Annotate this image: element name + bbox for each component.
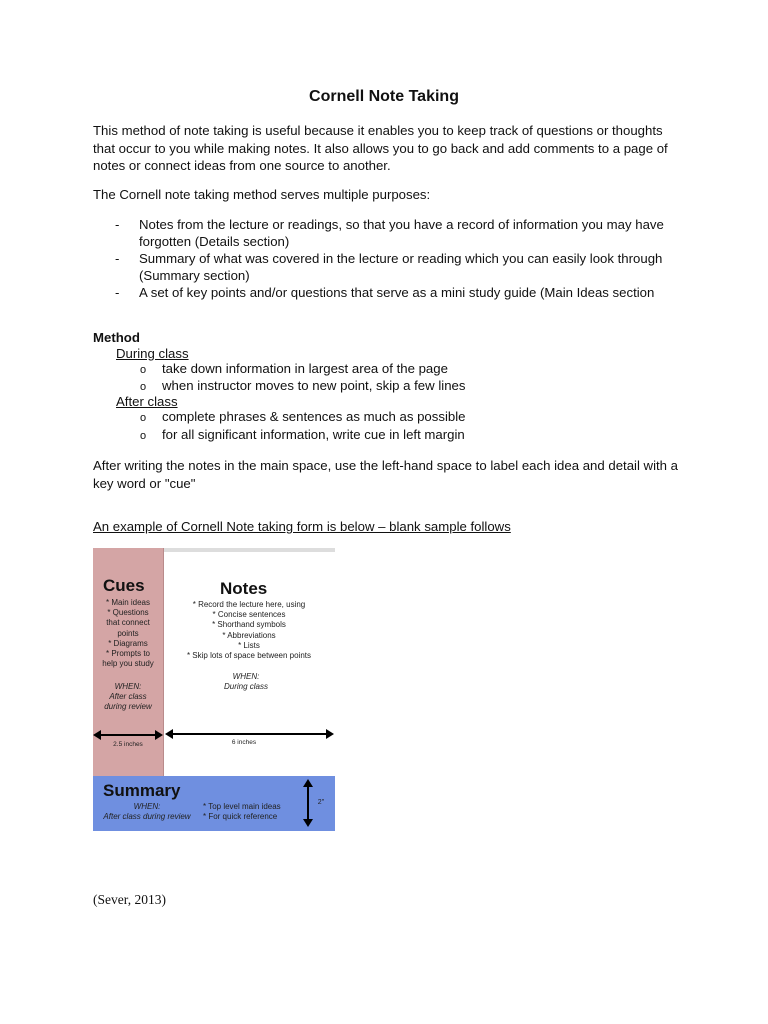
dash-bullet: - <box>115 251 120 266</box>
summary-when: WHEN: After class during review <box>103 802 191 822</box>
list-item: - A set of key points and/or questions that serve as a mini study guide (Main Ideas section <box>115 285 655 300</box>
circle-bullet: o <box>140 412 147 424</box>
dash-bullet: - <box>115 285 120 300</box>
intro-paragraph: This method of note taking is useful because it enables you to keep track of questions or thoughts that occur to you while making notes. It also allows you to go back and add comments to a page of notes or connect ideas from one source to another. <box>93 123 668 173</box>
cue-width-label: 2.5 inches <box>113 741 143 748</box>
list-item: o when instructor moves to new point, skip a few lines <box>140 378 466 393</box>
summary-items: * Top level main ideas * For quick reference <box>203 802 281 822</box>
notes-items: * Record the lecture here, using * Concise sentences * Shorthand symbols * Abbreviations * Lists * Skip lots of space between points <box>186 600 312 661</box>
purposes-intro: The Cornell note taking method serves multiple purposes: <box>93 187 431 202</box>
during-class-label: During class <box>116 346 189 361</box>
cornell-diagram <box>93 548 335 831</box>
notes-when: WHEN: During class <box>223 672 268 692</box>
list-item: - Notes from the lecture or readings, so that you have a record of information you may have forgotten (Details section) <box>115 217 664 249</box>
summary-heading: Summary <box>103 781 181 800</box>
circle-bullet: o <box>140 364 147 376</box>
cues-heading: Cues <box>103 576 145 595</box>
page-title: Cornell Note Taking <box>309 88 459 105</box>
method-heading: Method <box>93 330 140 345</box>
cues-items: * Main ideas * Questions that connect points * Diagrams * Prompts to help you study <box>102 598 154 669</box>
purposes-list <box>93 216 678 301</box>
after-writing-paragraph: After writing the notes in the main space, use the left-hand space to label each idea and detail with a key word or "cue" <box>93 458 679 491</box>
circle-bullet: o <box>140 430 147 442</box>
circle-bullet: o <box>140 381 147 393</box>
cues-when: WHEN: After class during review <box>104 682 152 712</box>
list-item: - Summary of what was covered in the lecture or reading which you can easily look through (Summary section) <box>115 251 663 283</box>
list-item: o take down information in largest area of the page <box>140 361 448 376</box>
list-item: o complete phrases & sentences as much as possible <box>140 409 466 424</box>
after-class-label: After class <box>116 394 178 409</box>
list-item: o for all significant information, write cue in left margin <box>140 427 465 442</box>
example-caption: An example of Cornell Note taking form is below – blank sample follows <box>93 519 511 534</box>
summary-height-label: 2" <box>317 799 325 806</box>
notes-width-label: 6 inches <box>231 739 257 746</box>
dash-bullet: - <box>115 217 120 232</box>
citation: (Sever, 2013) <box>93 892 166 907</box>
notes-heading: Notes <box>220 579 268 598</box>
